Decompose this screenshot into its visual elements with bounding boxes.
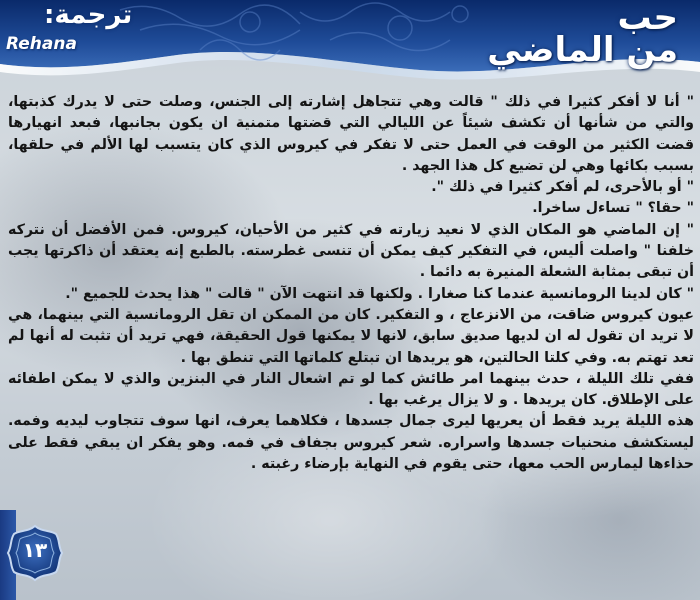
title-line-2: من الماضي bbox=[487, 30, 678, 70]
story-text bbox=[8, 92, 694, 475]
paragraph: " إن الماضي هو المكان الذي لا نعيد زيارته في كثير من الأحيان، كيروس. فمن الأفضل أن نتركه خلفنا " واصلت أليس، في التفكير كيف يمكن أن تنسى غطرسته. بالطبع إنه يعتقد أن ذاكرتها يجب أن تبقى بمثابة الشعلة المنيرة به دائما . bbox=[8, 221, 694, 281]
translator-name: Rehana bbox=[6, 34, 77, 54]
translation-label: ترجمة: bbox=[44, 0, 133, 30]
paragraph: ففي تلك الليلة ، حدث بينهما امر طائش كما لو تم اشعال النار في البنزين والذي لا يمكن اطفائه على الإطلاق. كان يريدها . و لا يزال يرغب بها . bbox=[8, 370, 694, 409]
paragraph: " حقا؟ " تساءل ساخرا. bbox=[532, 200, 694, 217]
paragraph: " أنا لا أفكر كثيرا في ذلك " قالت وهي تتجاهل إشارته إلى الجنس، وصلت حتى لا يدرك كذبتها، والتي من شأنها أن تكشف شيئاً عن الليالي التي قضتها متمنية ان يكون بجانبها، فبعد انهيارها قضت الكثير من الوقت في العمل حتى لا تفكر في كيروس الذي كان يتسبب لها الألم في حلقها، بسبب بكائها وهي لن تضيع كل هذا الجهد . bbox=[8, 94, 694, 174]
page-number-badge bbox=[6, 524, 64, 582]
paragraph: " أو بالأحرى، لم أفكر كثيرا في ذلك ". bbox=[431, 179, 694, 196]
paragraph: هذه الليلة يريد فقط أن يعريها ليرى جمال جسدها ، فكلاهما يعرف، انها سوف تتجاوب ليديه وفمه. ليستكشف منحنيات جسدها واسراره. شعر كيروس بجفاف في فمه. وهو يفكر ان يبقي فقط على حذاءها ليمارس الحب معها، حتى يقوم في النهاية بإرضاء رغبته . bbox=[8, 413, 694, 473]
header-banner bbox=[0, 0, 700, 80]
title-line-1: حب bbox=[617, 0, 678, 38]
paragraph: " كان لدينا الرومانسية عندما كنا صغارا . ولكنها قد انتهت الآن " قالت " هذا يحدث للجميع ". bbox=[65, 285, 694, 302]
chapter-title bbox=[487, 0, 678, 70]
paragraph: عيون كيروس ضاقت، من الانزعاج ، و التفكير. كان من الممكن ان تقل الرومانسية التي بينهما، هي لا تريد ان تقول له ان لديها صديق سابق، لانها لا يمكنها قول الحقيقة، فهي تريد أن تثبت له أنها لم تعد تهتم به. وفي كلتا الحالتين، هو يريدها ان تبتلع كلماتها التي تنطق بها . bbox=[8, 306, 694, 366]
page-number: ١٣ bbox=[22, 538, 48, 562]
